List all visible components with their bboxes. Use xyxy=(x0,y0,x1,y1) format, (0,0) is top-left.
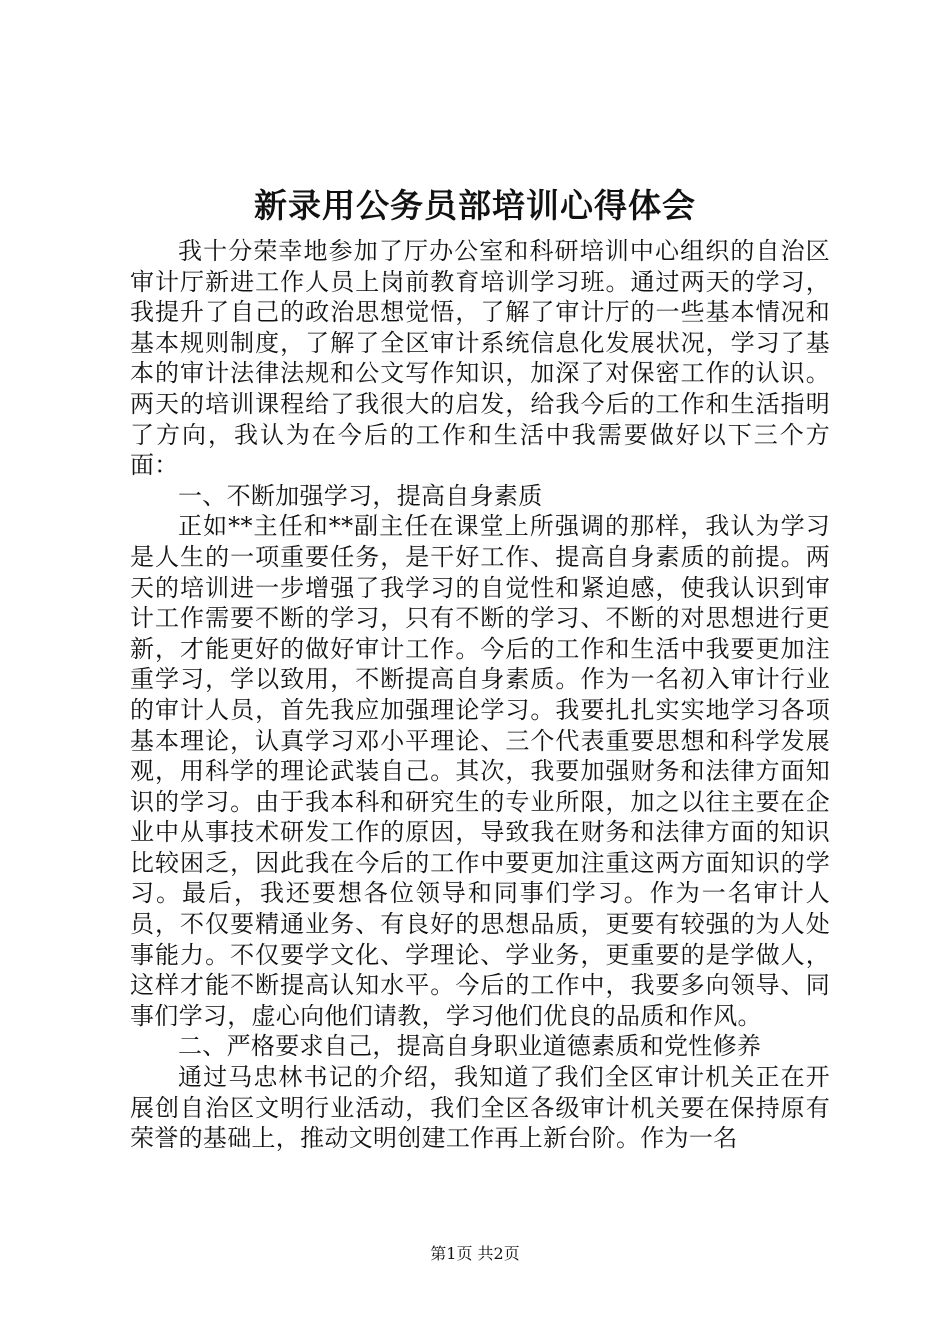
document-title: 新录用公务员部培训心得体会 xyxy=(254,186,696,225)
paragraph-section-1: 正如**主任和**副主任在课堂上所强调的那样，我认为学习是人生的一项重要任务，是干好工作、提高自身素质的前提。两天的培训进一步增强了我学习的自觉性和紧迫感，使我认识到审计工作需要不断的学习，只有不断的学习、不断的对思想进行更新，才能更好的做好审计工作。今后的工作和生活中我要更加注重学习，学以致用，不断提高自身素质。作为一名初入审计行业的审计人员，首先我应加强理论学习。我要扎扎实实地学习各项基本理论，认真学习邓小平理论、三个代表重要思想和科学发展观，用科学的理论武装自己。其次，我要加强财务和法律方面知识的学习。由于我本科和研究生的专业所限，加之以往主要在企业中从事技术研发工作的原因，导致我在财务和法律方面的知识比较困乏，因此我在今后的工作中要更加注重这两方面知识的学习。最后，我还要想各位领导和同事们学习。作为一名审计人员，不仅要精通业务、有良好的思想品质，更要有较强的为人处事能力。不仅要学文化、学理论、学业务，更重要的是学做人，这样才能不断提高认知水平。今后的工作中，我要多向领导、同事们学习，虚心向他们请教，学习他们优良的品质和作风。 xyxy=(130,512,830,1030)
page-number-footer: 第1页 共2页 xyxy=(430,1244,520,1263)
section-heading-1: 一、不断加强学习，提高自身素质 xyxy=(178,481,543,510)
document-body xyxy=(130,236,830,1154)
paragraph-section-2: 通过马忠林书记的介绍，我知道了我们全区审计机关正在开展创自治区文明行业活动，我们全区各级审计机关要在保持原有荣誉的基础上，推动文明创建工作再上新台阶。作为一名 xyxy=(130,1063,830,1153)
section-heading-2: 二、严格要求自己，提高自身职业道德素质和党性修养 xyxy=(178,1032,762,1061)
paragraph-intro: 我十分荣幸地参加了厅办公室和科研培训中心组织的自治区审计厅新进工作人员上岗前教育培训学习班。通过两天的学习，我提升了自己的政治思想觉悟，了解了审计厅的一些基本情况和基本规则制度，了解了全区审计系统信息化发展状况，学习了基本的审计法律法规和公文写作知识，加深了对保密工作的认识。两天的培训课程给了我很大的启发，给我今后的工作和生活指明了方向，我认为在今后的工作和生活中我需要做好以下三个方面： xyxy=(130,237,830,480)
